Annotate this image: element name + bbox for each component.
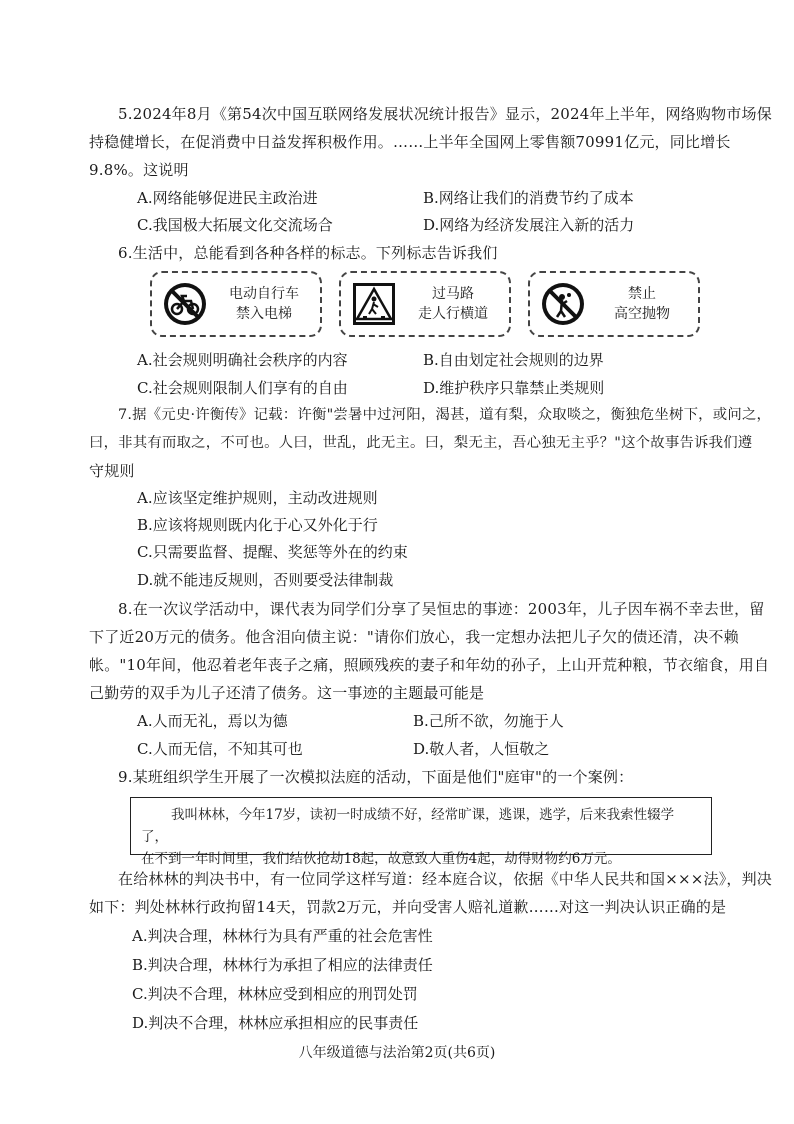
sign-no-ebike-label bbox=[208, 284, 320, 324]
q6-stem: 6.生活中，总能看到各种各样的标志。下列标志告诉我们 bbox=[118, 244, 498, 262]
q9-option-c: C.判决不合理，林林应受到相应的刑罚处罚 bbox=[132, 985, 418, 1003]
q9-option-a: A.判决合理，林林行为具有严重的社会危害性 bbox=[132, 927, 433, 945]
q8-option-a: A.人而无礼，焉以为德 bbox=[137, 712, 288, 730]
sign-pedestrian-crossing-label bbox=[397, 284, 509, 324]
q8-option-b: B.己所不欲，勿施于人 bbox=[413, 712, 564, 730]
page-footer: 八年级道德与法治第2页(共6页) bbox=[298, 1045, 496, 1061]
sign-no-throwing-label bbox=[586, 284, 698, 324]
q5-option-b: B.网络让我们的消费节约了成本 bbox=[423, 189, 634, 207]
sign-no-throwing-line2: 高空抛物 bbox=[614, 306, 670, 322]
q7-option-b: B.应该将规则既内化于心又外化于行 bbox=[137, 516, 378, 534]
no-throwing-icon bbox=[540, 281, 586, 327]
q5-stem-line2: 持稳健增长，在促消费中日益发挥积极作用。……上半年全国网上零售额70991亿元，同比增长 bbox=[89, 133, 731, 151]
q7-option-d: D.就不能违反规则，否则要受法律制裁 bbox=[137, 571, 394, 589]
q5-option-c: C.我国极大拓展文化交流场合 bbox=[137, 216, 333, 234]
q9-stem: 9.某班组织学生开展了一次模拟法庭的活动，下面是他们"庭审"的一个案例： bbox=[118, 768, 634, 786]
q5-stem-line1: 5.2024年8月《第54次中国互联网络发展状况统计报告》显示，2024年上半年，网络购物市场保 bbox=[118, 105, 772, 123]
q7-stem-line1: 7.据《元史·许衡传》记载：许衡"尝暑中过河阳，渴甚，道有梨，众取啖之，衡独危坐树下，或问之， bbox=[118, 407, 772, 423]
q8-stem-line4: 己勤劳的双手为儿子还清了债务。这一事迹的主题最可能是 bbox=[89, 684, 485, 702]
q8-stem-line2: 下了近20万元的债务。他含泪向债主说："请你们放心，我一定想办法把儿子欠的债还清，决不赖 bbox=[89, 628, 739, 646]
q9-case-box bbox=[130, 797, 712, 867]
q9-option-b: B.判决合理，林林行为承担了相应的法律责任 bbox=[132, 956, 433, 974]
q9-text-line2: 如下：判处林林行政拘留14天，罚款2万元，并向受害人赔礼道歉……对这一判决认识正确的是 bbox=[89, 898, 727, 916]
q8-stem-line3: 帐。"10年间，他忍着老年丧子之痛，照顾残疾的妻子和年幼的孙子，上山开荒种粮，节衣缩食，用自 bbox=[89, 656, 770, 674]
q7-option-c: C.只需要监督、提醒、奖惩等外在的约束 bbox=[137, 543, 408, 561]
sign-no-ebike-line1: 电动自行车 bbox=[229, 286, 299, 302]
sign-pedestrian-line2: 走人行横道 bbox=[418, 306, 488, 322]
q7-option-a: A.应该坚定维护规则，主动改进规则 bbox=[137, 489, 378, 507]
q6-option-b: B.自由划定社会规则的边界 bbox=[423, 351, 604, 369]
sign-pedestrian-crossing bbox=[339, 271, 511, 337]
q5-option-d: D.网络为经济发展注入新的活力 bbox=[423, 216, 635, 234]
q9-option-d: D.判决不合理，林林应承担相应的民事责任 bbox=[132, 1014, 419, 1032]
q8-option-c: C.人而无信，不知其可也 bbox=[137, 740, 303, 758]
q6-option-a: A.社会规则明确社会秩序的内容 bbox=[137, 351, 348, 369]
q8-option-d: D.敬人者，人恒敬之 bbox=[413, 740, 550, 758]
pedestrian-crossing-icon bbox=[351, 281, 397, 327]
sign-no-ebike-line2: 禁入电梯 bbox=[236, 306, 292, 322]
q9-text-line1: 在给林林的判决书中，有一位同学这样写道：经本庭合议，依据《中华人民共和国×××法》，判决 bbox=[118, 870, 773, 888]
q5-stem-line3: 9.8%。这说明 bbox=[89, 161, 189, 179]
q9-case-line2: 在不到一年时间里，我们结伙抢劫18起，故意致人重伤4起，劫得财物约6万元。 bbox=[141, 851, 621, 867]
no-ebike-icon bbox=[162, 281, 208, 327]
q9-case-line1: 我叫林林，今年17岁，读初一时成绩不好，经常旷课，逃课，逃学，后来我索性辍学了， bbox=[141, 807, 675, 845]
q6-option-c: C.社会规则限制人们享有的自由 bbox=[137, 379, 348, 397]
sign-no-ebike bbox=[150, 271, 322, 337]
q5-option-a: A.网络能够促进民主政治进 bbox=[137, 189, 318, 207]
sign-no-throwing bbox=[528, 271, 700, 337]
sign-no-throwing-line1: 禁止 bbox=[628, 286, 656, 302]
q7-stem-line2: 曰，非其有而取之，不可也。人曰，世乱，此无主。曰，梨无主，吾心独无主乎？"这个故事告诉我们遵 bbox=[89, 435, 753, 451]
q6-option-d: D.维护秩序只靠禁止类规则 bbox=[423, 379, 605, 397]
sign-pedestrian-line1: 过马路 bbox=[432, 286, 474, 302]
q8-stem-line1: 8.在一次议学活动中，课代表为同学们分享了吴恒忠的事迹：2003年，儿子因车祸不幸去世，留 bbox=[118, 600, 765, 618]
q7-stem-line3: 守规则 bbox=[89, 462, 135, 480]
